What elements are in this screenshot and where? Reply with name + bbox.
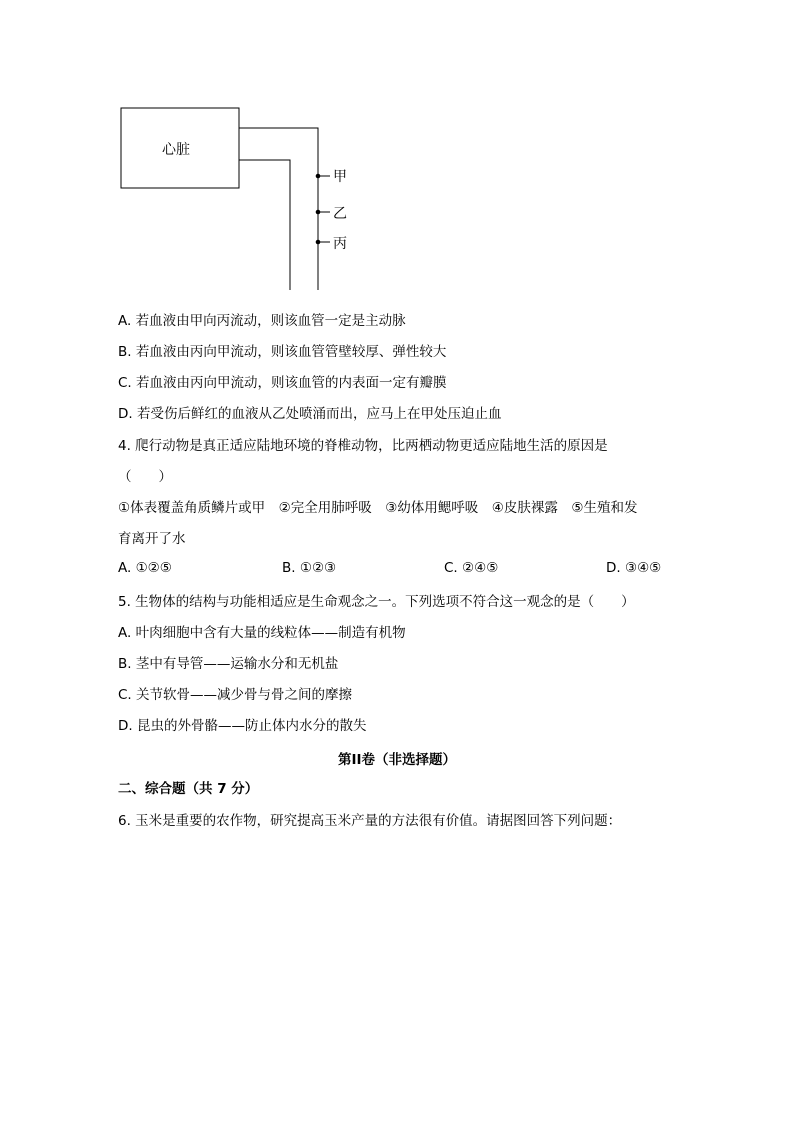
part2-title: 第II卷（非选择题） <box>337 752 457 768</box>
heart-label: 心脏 <box>162 142 190 158</box>
label-yi: 乙 <box>333 206 347 222</box>
q4-option-a: A. ①②⑤ <box>118 560 172 576</box>
label-bing: 丙 <box>333 236 347 252</box>
q5-option-d: D. 昆虫的外骨骼——防止体内水分的散失 <box>118 718 367 734</box>
section2-title: 二、综合题（共 7 分） <box>118 781 259 797</box>
q3-option-d: D. 若受伤后鲜红的血液从乙处喷涌而出，应马上在甲处压迫止血 <box>118 406 502 422</box>
q4-option-c: C. ②④⑤ <box>444 560 499 576</box>
q4-option-d: D. ③④⑤ <box>606 560 662 576</box>
vessel-outer-wall <box>239 128 318 290</box>
q5-option-b: B. 茎中有导管——运输水分和无机盐 <box>118 656 339 672</box>
q4-items-line2: 育离开了水 <box>118 531 186 547</box>
q5-option-c: C. 关节软骨——减少骨与骨之间的摩擦 <box>118 687 353 703</box>
q4-option-b: B. ①②③ <box>282 560 337 576</box>
q3-option-a: A. 若血液由甲向丙流动，则该血管一定是主动脉 <box>118 313 406 329</box>
q5-stem: 5. 生物体的结构与功能相适应是生命观念之一。下列选项不符合这一观念的是（ ） <box>118 594 635 610</box>
q3-option-b: B. 若血液由丙向甲流动，则该血管管壁较厚、弹性较大 <box>118 344 447 360</box>
label-jia: 甲 <box>333 169 347 185</box>
q4-options-row <box>118 560 678 580</box>
q4-stem: 4. 爬行动物是真正适应陆地环境的脊椎动物，比两栖动物更适应陆地生活的原因是 <box>118 438 608 454</box>
blood-vessel-diagram <box>110 100 370 295</box>
diagram-svg <box>110 100 370 295</box>
q3-option-c: C. 若血液由丙向甲流动，则该血管的内表面一定有瓣膜 <box>118 375 447 391</box>
q4-paren: （ ） <box>118 469 172 485</box>
q5-option-a: A. 叶肉细胞中含有大量的线粒体——制造有机物 <box>118 625 406 641</box>
q6-stem: 6. 玉米是重要的农作物，研究提高玉米产量的方法很有价值。请据图回答下列问题： <box>118 813 622 829</box>
vessel-inner-wall <box>239 160 290 290</box>
q4-items-line1: ①体表覆盖角质鳞片或甲 ②完全用肺呼吸 ③幼体用鳃呼吸 ④皮肤裸露 ⑤生殖和发 <box>118 500 638 516</box>
